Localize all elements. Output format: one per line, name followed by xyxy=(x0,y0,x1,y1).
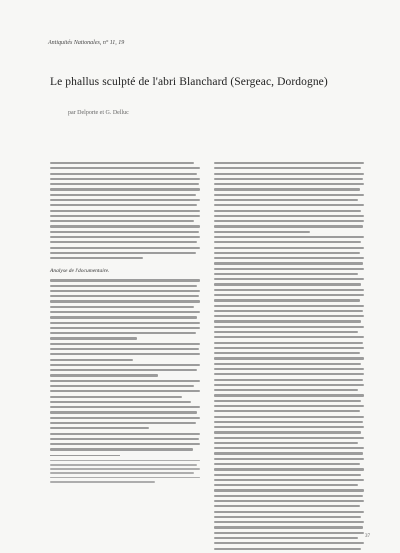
left-column xyxy=(50,162,200,485)
right-column xyxy=(214,162,364,553)
section-heading: Analyse de l'documentaire. xyxy=(50,268,110,275)
footnotes xyxy=(50,460,200,483)
journal-reference: Antiquités Nationales, n° 11, 19 xyxy=(48,40,125,46)
article-authors: par Delporte et G. Delluc xyxy=(68,110,129,116)
article-title: Le phallus sculpté de l'abri Blanchard (Sergeac, Dordogne) xyxy=(50,76,328,88)
page-number: 37 xyxy=(365,534,370,539)
